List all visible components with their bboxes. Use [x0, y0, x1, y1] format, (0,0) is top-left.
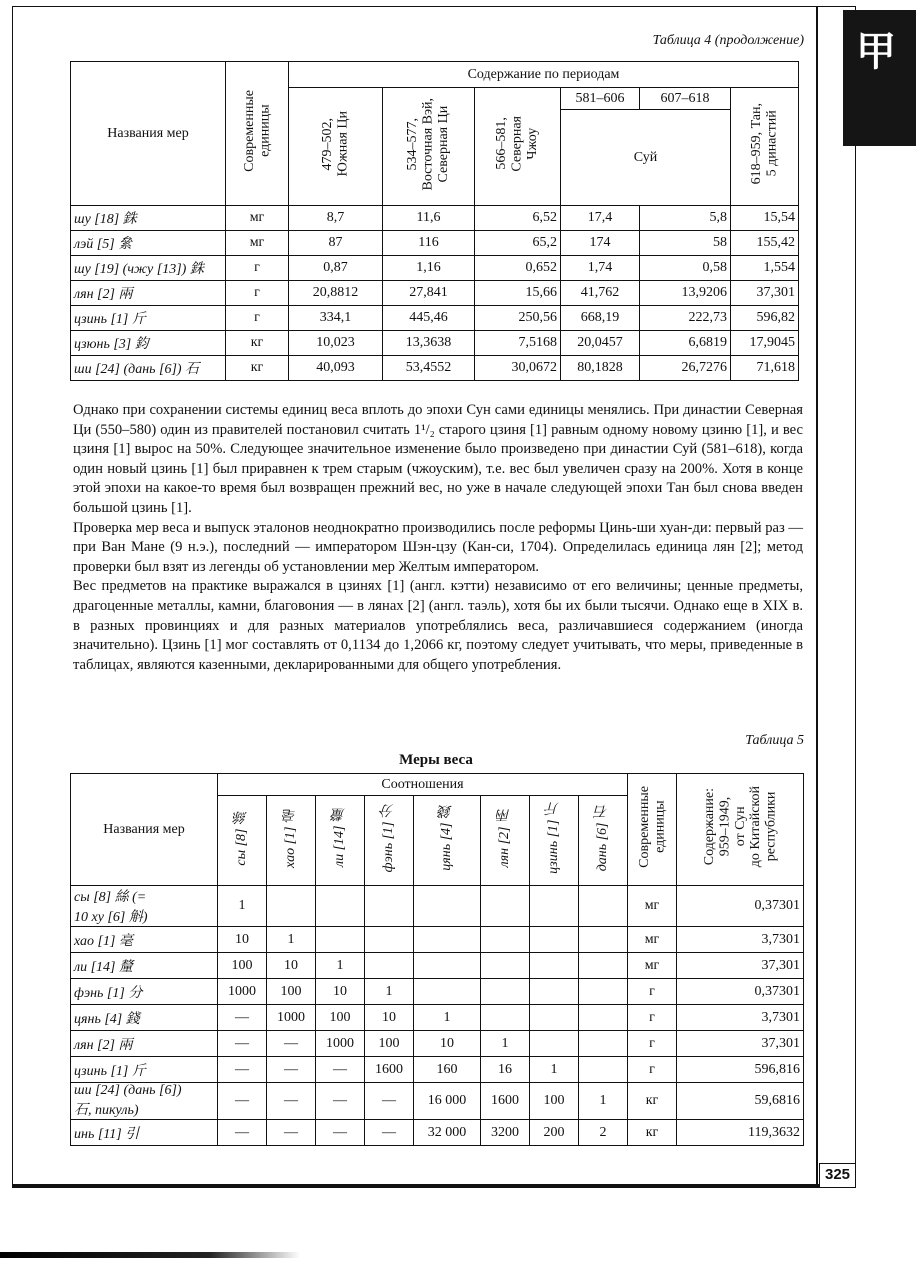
table-row — [71, 1083, 804, 1120]
value-cell: 3,7301 — [677, 1005, 804, 1031]
value-cell: 15,54 — [731, 206, 799, 231]
ratio-cell: 1 — [481, 1031, 530, 1057]
unit-cell: кг — [628, 1120, 677, 1146]
paragraph: Проверка мер веса и выпуск эталонов неоднократно производились после реформы Цинь-ши хуан-ди: первый раз — при Ван Мане (9 н.э.), последний — императором Шэн-цзу (Кан-си, 1704). Определилась единица лян [2]; метод проверки был взят из легенды об установлении мер Желтым императором. — [73, 519, 803, 575]
value-cell: 119,3632 — [677, 1120, 804, 1146]
value-cell: 80,1828 — [561, 356, 640, 381]
ratio-cell: 1 — [365, 979, 414, 1005]
unit-cell: кг — [628, 1083, 677, 1120]
unit-cell: мг — [226, 231, 289, 256]
value-cell: 3,7301 — [677, 927, 804, 953]
measure-name: лян [2] 兩 — [71, 281, 226, 306]
table-5 — [70, 773, 804, 1146]
ratio-cell: — — [218, 1005, 267, 1031]
measure-name: цзинь [1] 斤 — [71, 306, 226, 331]
value-cell: 37,301 — [677, 953, 804, 979]
ratio-cell — [414, 979, 481, 1005]
ratio-cell: 100 — [267, 979, 316, 1005]
ratio-cell: — — [316, 1083, 365, 1120]
t5-header-units: Современные единицы — [636, 786, 667, 868]
paragraph: Однако при сохранении системы единиц веса вплоть до эпохи Сун сами единицы менялись. При династии Северная Ци (550–580) один из правителей постановил считать 1¹/₂ старого цзиня [1] равным одному новому цзиню [1], и вес цзиня [1] вырос на 50%. Следующее значительное изменение было произведено при династии Суй (581–618), когда один новый цзинь [1] был приравнен к трем старым (чжоуским), т.е. вес был увеличен сразу на 200%. Хотя в конце этой эпохи на какое-то время был возвращен прежний вес, но уже в начале следующей эпохи Тан был снова введен большой цзинь [1]. — [73, 402, 803, 516]
value-cell: 65,2 — [475, 231, 561, 256]
value-cell: 596,82 — [731, 306, 799, 331]
table-row — [71, 953, 804, 979]
table-row — [71, 1031, 804, 1057]
table-row — [71, 256, 799, 281]
value-cell: 222,73 — [640, 306, 731, 331]
measure-name: ши [24] (дань [6]) 石 — [71, 356, 226, 381]
ratio-cell: 1000 — [267, 1005, 316, 1031]
t5-col-header: цянь [4] 錢 — [439, 805, 455, 871]
table-row — [71, 306, 799, 331]
value-cell: 87 — [289, 231, 383, 256]
ratio-cell — [530, 1031, 579, 1057]
ratio-cell: 1000 — [218, 979, 267, 1005]
ratio-cell — [414, 886, 481, 927]
table-row — [71, 231, 799, 256]
table-row — [71, 886, 804, 927]
column-rule — [816, 6, 818, 1188]
value-cell: 155,42 — [731, 231, 799, 256]
value-cell: 668,19 — [561, 306, 640, 331]
value-cell: 5,8 — [640, 206, 731, 231]
ratio-cell: — — [218, 1057, 267, 1083]
measure-name: сы [8] 絲 (= 10 ху [6] 斛) — [71, 886, 218, 927]
value-cell: 1,554 — [731, 256, 799, 281]
value-cell: 596,816 — [677, 1057, 804, 1083]
ratio-cell — [316, 927, 365, 953]
value-cell: 40,093 — [289, 356, 383, 381]
t5-col-header: фэнь [1] 分 — [381, 803, 397, 873]
ratio-cell: — — [267, 1057, 316, 1083]
table-row — [71, 1005, 804, 1031]
value-cell: 10,023 — [289, 331, 383, 356]
measure-name: хао [1] 毫 — [71, 927, 218, 953]
ratio-cell — [481, 1005, 530, 1031]
value-cell: 17,4 — [561, 206, 640, 231]
value-cell: 250,56 — [475, 306, 561, 331]
measure-name: ли [14] 釐 — [71, 953, 218, 979]
ratio-cell — [530, 886, 579, 927]
ratio-cell: — — [267, 1031, 316, 1057]
measure-name: шу [18] 銖 — [71, 206, 226, 231]
t4-header-period-1: 479–502, Южная Ци — [320, 111, 351, 177]
value-cell: 17,9045 — [731, 331, 799, 356]
value-cell: 59,6816 — [677, 1083, 804, 1120]
t4-header-period-6: 618–959, Тан, 5 династий — [749, 103, 780, 185]
unit-cell: г — [628, 1005, 677, 1031]
value-cell: 1,74 — [561, 256, 640, 281]
value-cell: 334,1 — [289, 306, 383, 331]
value-cell: 30,0672 — [475, 356, 561, 381]
measure-name: цянь [4] 錢 — [71, 1005, 218, 1031]
value-cell: 13,3638 — [383, 331, 475, 356]
table-row — [71, 979, 804, 1005]
paragraph: Вес предметов на практике выражался в цзинях [1] (англ. кэтти) независимо от его величины; ценные предметы, драгоценные металлы, камни, благовония — в лянах [2] (англ. таэль), хотя бы их были тысячи. Однако еще в XIX в. в разных провинциях и для разных материалов употреблялись веса, различавшиеся содержанием (иногда значительно). Цзинь [1] мог составлять от 0,1134 до 1,2066 кг, поэтому следует учитывать, что меры, приведенные в таблицах, являются казенными, декларированными для общего употребления. — [73, 578, 803, 673]
ratio-cell: — — [218, 1031, 267, 1057]
ratio-cell — [530, 1005, 579, 1031]
ratio-cell — [530, 927, 579, 953]
value-cell: 0,37301 — [677, 886, 804, 927]
unit-cell: мг — [226, 206, 289, 231]
t5-col-header: цзинь [1] 斤 — [546, 802, 562, 874]
table-row — [71, 1120, 804, 1146]
unit-cell: г — [628, 979, 677, 1005]
t5-col-header: хао [1] 毫 — [283, 808, 299, 868]
ratio-cell: 10 — [267, 953, 316, 979]
ratio-cell — [316, 886, 365, 927]
value-cell: 6,52 — [475, 206, 561, 231]
ratio-cell — [579, 979, 628, 1005]
t4-header-period-3: 566–581, Северная Чжоу — [494, 116, 541, 172]
ratio-cell: — — [365, 1083, 414, 1120]
t5-header-content: Содержание: 959–1949, от Сун до Китайской республики — [701, 786, 779, 868]
ratio-cell: 16 000 — [414, 1083, 481, 1120]
measure-name: цзюнь [3] 鈞 — [71, 331, 226, 356]
ratio-cell — [414, 927, 481, 953]
value-cell: 445,46 — [383, 306, 475, 331]
value-cell: 27,841 — [383, 281, 475, 306]
ratio-cell — [579, 953, 628, 979]
ratio-cell: 2 — [579, 1120, 628, 1146]
unit-cell: кг — [226, 356, 289, 381]
ratio-cell — [530, 953, 579, 979]
ratio-cell: 10 — [365, 1005, 414, 1031]
ratio-cell — [414, 953, 481, 979]
t4-header-period-2: 534–577, Восточная Вэй, Северная Ци — [405, 97, 452, 191]
value-cell: 15,66 — [475, 281, 561, 306]
table-4 — [70, 61, 799, 381]
measure-name: инь [11] 引 — [71, 1120, 218, 1146]
unit-cell: г — [226, 306, 289, 331]
ratio-cell: 1 — [414, 1005, 481, 1031]
value-cell: 13,9206 — [640, 281, 731, 306]
measure-name: цзинь [1] 斤 — [71, 1057, 218, 1083]
ratio-cell — [365, 927, 414, 953]
measure-name: шу [19] (чжу [13]) 銖 — [71, 256, 226, 281]
value-cell: 6,6819 — [640, 331, 731, 356]
ratio-cell: — — [218, 1083, 267, 1120]
ratio-cell: 1 — [218, 886, 267, 927]
ratio-cell — [579, 1031, 628, 1057]
value-cell: 20,8812 — [289, 281, 383, 306]
t5-header-name: Названия мер — [71, 774, 218, 886]
value-cell: 0,37301 — [677, 979, 804, 1005]
section-tab-glyph: 甲 — [856, 29, 896, 75]
ratio-cell: — — [316, 1057, 365, 1083]
ratio-cell — [579, 1057, 628, 1083]
page-number: 325 — [819, 1163, 856, 1188]
value-cell: 0,652 — [475, 256, 561, 281]
ratio-cell — [481, 927, 530, 953]
t5-header-ratio: Соотношения — [218, 774, 628, 796]
unit-cell: г — [628, 1057, 677, 1083]
ratio-cell: 1 — [579, 1083, 628, 1120]
value-cell: 0,58 — [640, 256, 731, 281]
ratio-cell: — — [218, 1120, 267, 1146]
unit-cell: г — [628, 1031, 677, 1057]
table4-caption: Таблица 4 (продолжение) — [652, 33, 804, 48]
table-row — [71, 927, 804, 953]
section-tab — [843, 10, 916, 146]
value-cell: 8,7 — [289, 206, 383, 231]
ratio-cell — [481, 979, 530, 1005]
ratio-cell — [365, 953, 414, 979]
t4-header-content: Содержание по периодам — [289, 62, 799, 88]
t4-header-sui: Суй — [561, 110, 731, 206]
ratio-cell — [530, 979, 579, 1005]
t5-col-header: ли [14] 釐 — [332, 808, 348, 868]
ratio-cell: 1000 — [316, 1031, 365, 1057]
ratio-cell: 200 — [530, 1120, 579, 1146]
value-cell: 11,6 — [383, 206, 475, 231]
ratio-cell: 10 — [316, 979, 365, 1005]
value-cell: 7,5168 — [475, 331, 561, 356]
t4-header-name: Названия мер — [71, 62, 226, 206]
value-cell: 71,618 — [731, 356, 799, 381]
ratio-cell: — — [316, 1120, 365, 1146]
value-cell: 58 — [640, 231, 731, 256]
measure-name: фэнь [1] 分 — [71, 979, 218, 1005]
ratio-cell: 100 — [316, 1005, 365, 1031]
value-cell: 41,762 — [561, 281, 640, 306]
value-cell: 0,87 — [289, 256, 383, 281]
unit-cell: г — [226, 281, 289, 306]
ratio-cell — [579, 1005, 628, 1031]
unit-cell: мг — [628, 927, 677, 953]
unit-cell: мг — [628, 953, 677, 979]
table-row — [71, 331, 799, 356]
ratio-cell — [579, 927, 628, 953]
t4-header-period-4: 581–606 — [561, 88, 640, 110]
ratio-cell: 10 — [218, 927, 267, 953]
value-cell: 20,0457 — [561, 331, 640, 356]
ratio-cell: 100 — [530, 1083, 579, 1120]
t4-header-period-5: 607–618 — [640, 88, 731, 110]
ratio-cell: 100 — [365, 1031, 414, 1057]
ratio-cell: 160 — [414, 1057, 481, 1083]
t4-header-units: Современные единицы — [241, 90, 272, 172]
ratio-cell: 16 — [481, 1057, 530, 1083]
measure-name: лян [2] 兩 — [71, 1031, 218, 1057]
table5-caption: Таблица 5 — [745, 733, 804, 748]
table-row — [71, 281, 799, 306]
ratio-cell: 100 — [218, 953, 267, 979]
unit-cell: г — [226, 256, 289, 281]
ratio-cell — [579, 886, 628, 927]
value-cell: 37,301 — [677, 1031, 804, 1057]
ratio-cell: — — [267, 1120, 316, 1146]
table5-title: Меры веса — [399, 752, 473, 768]
table-row — [71, 356, 799, 381]
ratio-cell: 1600 — [365, 1057, 414, 1083]
value-cell: 174 — [561, 231, 640, 256]
ratio-cell — [481, 953, 530, 979]
body-text — [73, 401, 803, 675]
value-cell: 26,7276 — [640, 356, 731, 381]
ratio-cell: — — [267, 1083, 316, 1120]
measure-name: лэй [5] 絫 — [71, 231, 226, 256]
ratio-cell: 1 — [530, 1057, 579, 1083]
t5-col-header: дань [6] 石 — [595, 804, 611, 872]
ratio-cell: 10 — [414, 1031, 481, 1057]
measure-name: ши [24] (дань [6]) 石, пикуль) — [71, 1083, 218, 1120]
value-cell: 116 — [383, 231, 475, 256]
value-cell: 1,16 — [383, 256, 475, 281]
ratio-cell: 32 000 — [414, 1120, 481, 1146]
value-cell: 37,301 — [731, 281, 799, 306]
ratio-cell: 1600 — [481, 1083, 530, 1120]
ratio-cell: 3200 — [481, 1120, 530, 1146]
ratio-cell: — — [365, 1120, 414, 1146]
ratio-cell: 1 — [267, 927, 316, 953]
unit-cell: кг — [226, 331, 289, 356]
ratio-cell — [481, 886, 530, 927]
t5-col-header: лян [2] 兩 — [497, 808, 513, 868]
t5-col-header: сы [8] 絲 — [234, 810, 250, 866]
unit-cell: мг — [628, 886, 677, 927]
ratio-cell — [267, 886, 316, 927]
ratio-cell: 1 — [316, 953, 365, 979]
table-row — [71, 1057, 804, 1083]
value-cell: 53,4552 — [383, 356, 475, 381]
ratio-cell — [365, 886, 414, 927]
table-row — [71, 206, 799, 231]
scan-edge-mark — [0, 1252, 300, 1258]
